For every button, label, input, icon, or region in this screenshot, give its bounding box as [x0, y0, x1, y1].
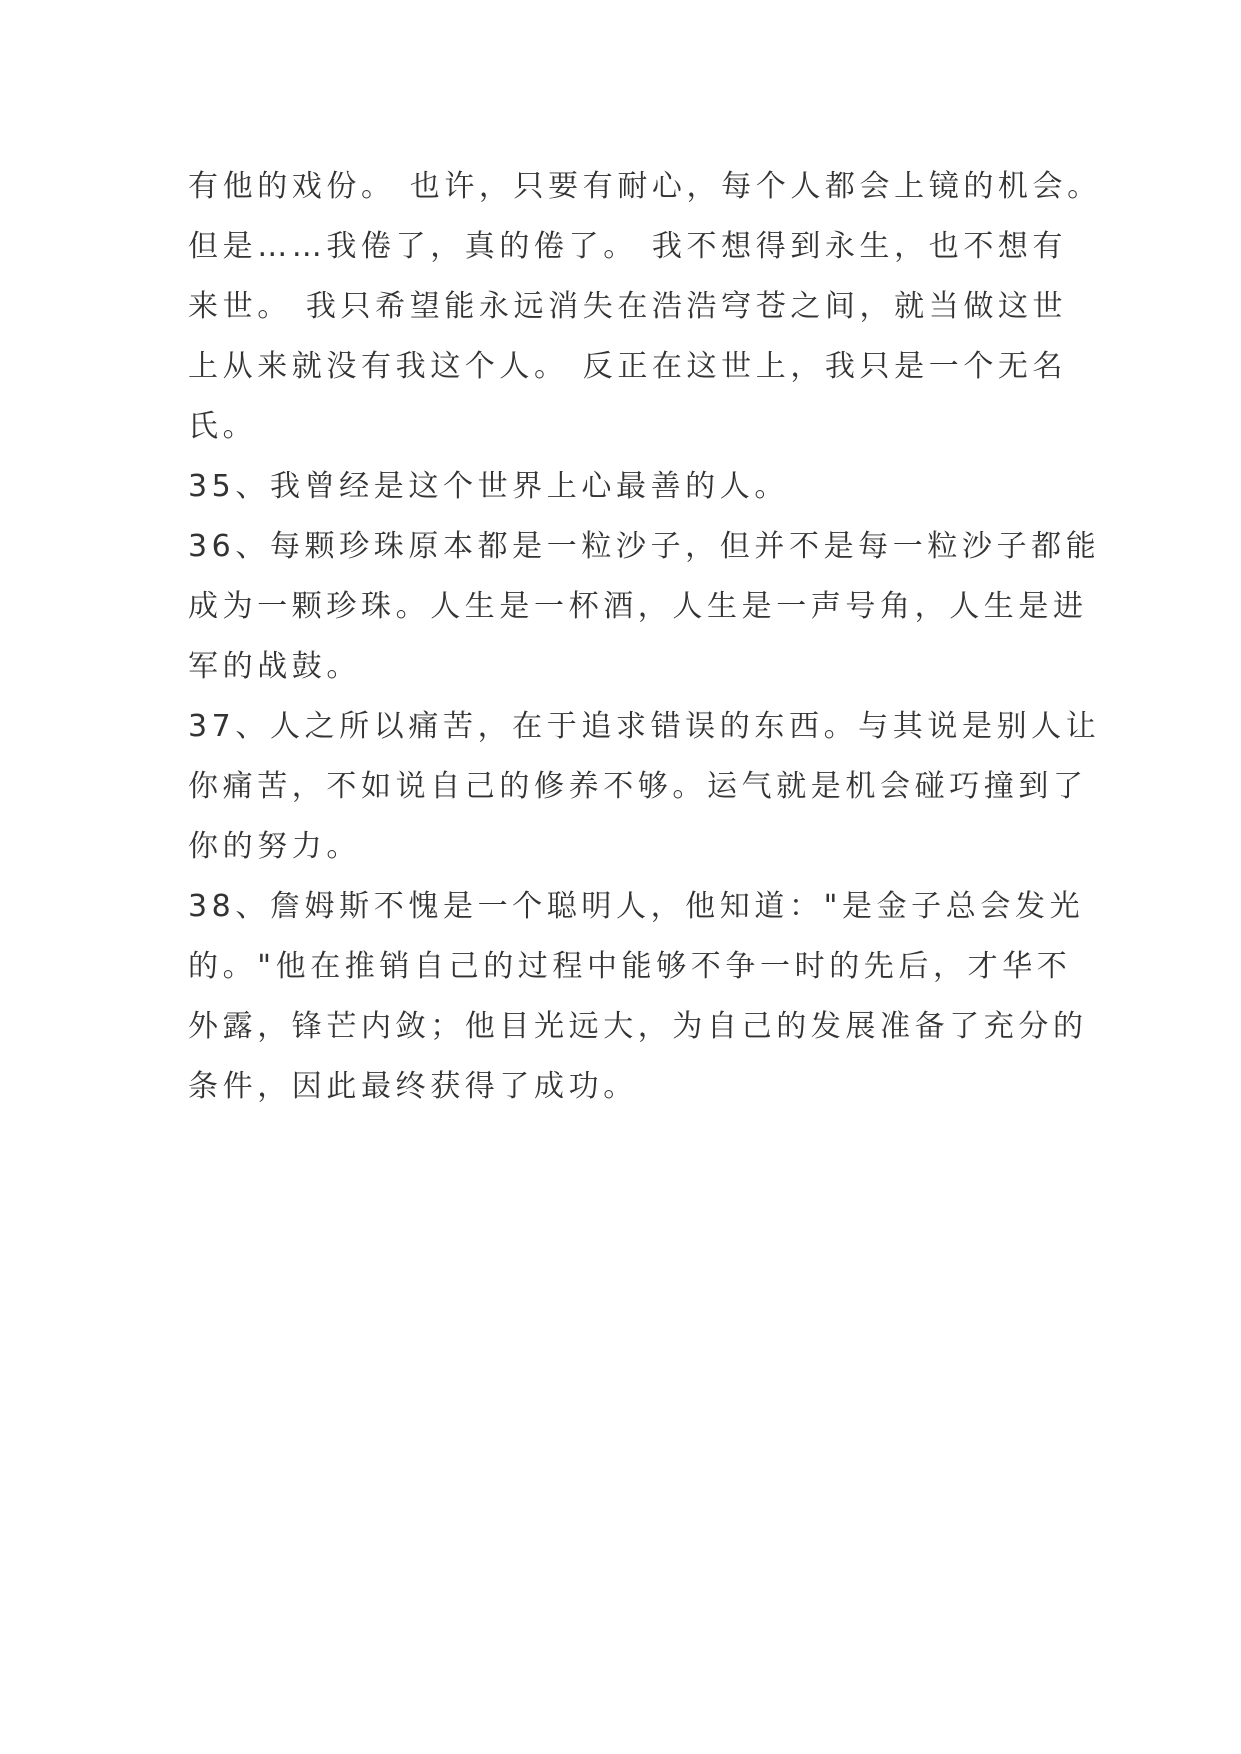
text-line: 的。"他在推销自己的过程中能够不争一时的先后，才华不: [188, 949, 1072, 984]
text-line: 你的努力。: [188, 829, 361, 864]
text-line: 36、每颗珍珠原本都是一粒沙子，但并不是每一粒沙子都能: [188, 529, 1101, 564]
text-line: 来世。 我只希望能永远消失在浩浩穹苍之间，就当做这世: [188, 289, 1068, 324]
text-line: 38、詹姆斯不愧是一个聪明人，他知道："是金子总会发光: [188, 889, 1085, 924]
text-line: 条件，因此最终获得了成功。: [188, 1069, 638, 1104]
text-line: 氏。: [188, 409, 258, 444]
text-line: 你痛苦，不如说自己的修养不够。运气就是机会碰巧撞到了: [188, 769, 1088, 804]
paragraph-38: [188, 877, 1088, 1117]
text-line: 军的战鼓。: [188, 649, 361, 684]
paragraph-36: [188, 517, 1101, 697]
paragraph-continuation: [188, 157, 1102, 457]
text-line: 有他的戏份。 也许，只要有耐心，每个人都会上镜的机会。: [188, 169, 1102, 204]
text-line: 但是……我倦了，真的倦了。 我不想得到永生，也不想有: [188, 229, 1068, 264]
text-line: 37、人之所以痛苦，在于追求错误的东西。与其说是别人让: [188, 709, 1101, 744]
text-line: 外露，锋芒内敛；他目光远大，为自己的发展准备了充分的: [188, 1009, 1088, 1044]
text-line: 上从来就没有我这个人。 反正在这世上，我只是一个无名: [188, 349, 1068, 384]
text-line: 成为一颗珍珠。人生是一杯酒，人生是一声号角，人生是进: [188, 589, 1088, 624]
paragraph-37: [188, 697, 1101, 877]
text-line: 35、我曾经是这个世界上心最善的人。: [188, 469, 789, 504]
paragraph-35: [188, 457, 1068, 517]
document-body: [188, 157, 1102, 1117]
